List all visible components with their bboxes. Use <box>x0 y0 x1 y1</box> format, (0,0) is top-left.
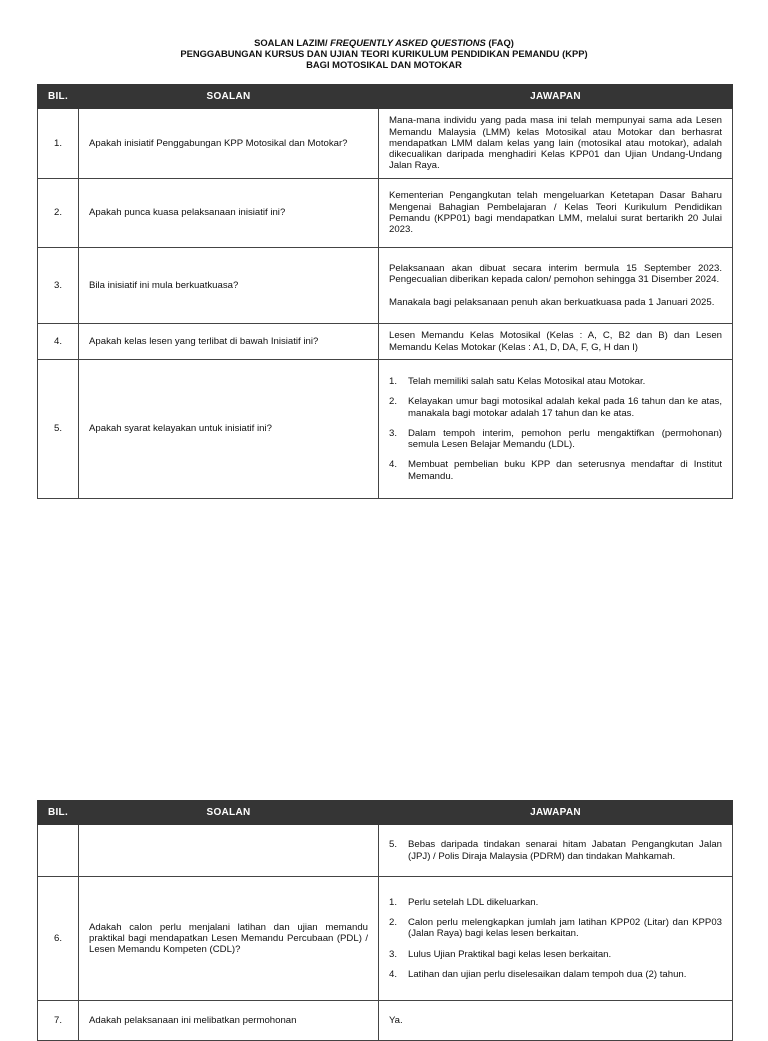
list-item-number: 5. <box>389 839 398 851</box>
faq-table-page-2 <box>37 800 733 1041</box>
answer-text: Mana-mana individu yang pada masa ini telah mempunyai sama ada Lesen Memandu Malaysia (LMM) kelas Motosikal atau Motokar dan berhasrat mendapatkan LMM dalam kelas yang lain (motosikal atau motokar), adalah dikecualikan daripada menghadiri Kelas KPP01 dan Ujian Undang-Undang Jalan Raya. <box>389 115 722 172</box>
answer-list <box>389 376 722 482</box>
answer-cell <box>379 360 733 499</box>
table-row <box>38 179 733 248</box>
list-item <box>389 897 722 908</box>
answer-cell <box>379 877 733 1001</box>
table-row <box>38 109 733 179</box>
answer-cell <box>379 324 733 360</box>
list-item <box>389 969 722 980</box>
question-text: Apakah punca kuasa pelaksanaan inisiatif ini? <box>79 179 379 248</box>
title-italic: FREQUENTLY ASKED QUESTIONS <box>330 37 486 48</box>
answer-cell <box>379 109 733 179</box>
list-item-number: 3. <box>389 427 398 439</box>
faq-table-page-1 <box>37 84 733 499</box>
answer-cell <box>379 248 733 324</box>
answer-cell <box>379 1001 733 1041</box>
list-item-text: Membuat pembelian buku KPP dan seterusnya mendaftar di Institut Memandu. <box>408 459 722 482</box>
table-row <box>38 324 733 360</box>
document-title-line-1 <box>0 37 768 49</box>
list-item <box>389 459 722 482</box>
list-item-text: Bebas daripada tindakan senarai hitam Jabatan Pengangkutan Jalan (JPJ) / Polis Diraja Malaysia (PDRM) dan tindakan Mahkamah. <box>408 839 722 862</box>
answer-text: Kementerian Pengangkutan telah mengeluarkan Ketetapan Dasar Baharu Mengenai Bahagian Pembelajaran / Kelas Teori Kurikulum Pendidikan Pemandu (KPP01) bagi mendapatkan LMM, melalui surat bertarikh 20 Julai 2023. <box>389 190 722 236</box>
question-text: Adakah calon perlu menjalani latihan dan ujian memandu praktikal bagi mendapatkan Lesen Memandu Percubaan (PDL) / Lesen Memandu Kompeten (CDL)? <box>79 877 379 1001</box>
row-number: 4. <box>38 324 79 360</box>
list-item <box>389 428 722 451</box>
answer-list <box>389 839 722 862</box>
column-header-jawapan: JAWAPAN <box>379 801 733 825</box>
list-item-number: 4. <box>389 459 398 471</box>
list-item-text: Calon perlu melengkapkan jumlah jam latihan KPP02 (Litar) dan KPP03 (Jalan Raya) bagi kelas lesen berkaitan. <box>408 917 722 940</box>
row-number <box>38 825 79 877</box>
row-number: 3. <box>38 248 79 324</box>
column-header-jawapan: JAWAPAN <box>379 85 733 109</box>
question-text: Apakah syarat kelayakan untuk inisiatif ini? <box>79 360 379 499</box>
column-header-soalan: SOALAN <box>79 85 379 109</box>
document-title-line-2: PENGGABUNGAN KURSUS DAN UJIAN TEORI KURIKULUM PENDIDIKAN PEMANDU (KPP) <box>180 48 588 59</box>
question-text: Bila inisiatif ini mula berkuatkuasa? <box>79 248 379 324</box>
row-number: 5. <box>38 360 79 499</box>
table-row <box>38 360 733 499</box>
list-item <box>389 917 722 940</box>
answer-text: Pelaksanaan akan dibuat secara interim bermula 15 September 2023. Pengecualian diberikan kepada calon/ pemohon sehingga 31 Disember 2024. <box>389 263 722 286</box>
list-item-number: 1. <box>389 375 398 387</box>
column-header-bil: BIL. <box>38 801 79 825</box>
list-item-text: Lulus Ujian Praktikal bagi kelas lesen berkaitan. <box>408 948 612 960</box>
answer-cell <box>379 825 733 877</box>
column-header-soalan: SOALAN <box>79 801 379 825</box>
table-row <box>38 1001 733 1041</box>
question-text: Apakah inisiatif Penggabungan KPP Motosikal dan Motokar? <box>79 109 379 179</box>
list-item-number: 4. <box>389 968 398 980</box>
list-item-number: 2. <box>389 396 398 408</box>
row-number: 7. <box>38 1001 79 1041</box>
row-number: 2. <box>38 179 79 248</box>
list-item <box>389 376 722 387</box>
answer-list <box>389 897 722 980</box>
list-item-text: Kelayakan umur bagi motosikal adalah kekal pada 16 tahun dan ke atas, manakala bagi motokar adalah 17 tahun dan ke atas. <box>408 396 722 419</box>
table-row <box>38 877 733 1001</box>
question-text: Adakah pelaksanaan ini melibatkan permohonan <box>79 1001 379 1041</box>
table-row <box>38 825 733 877</box>
title-prefix: SOALAN LAZIM/ <box>254 37 331 48</box>
table-header-row <box>38 85 733 109</box>
list-item <box>389 839 722 862</box>
question-text <box>79 825 379 877</box>
list-item-text: Latihan dan ujian perlu diselesaikan dalam tempoh dua (2) tahun. <box>408 968 687 980</box>
table-row <box>38 248 733 324</box>
answer-cell <box>379 179 733 248</box>
document-title-line-3: BAGI MOTOSIKAL DAN MOTOKAR <box>306 59 462 70</box>
column-header-bil: BIL. <box>38 85 79 109</box>
answer-text: Manakala bagi pelaksanaan penuh akan berkuatkuasa pada 1 Januari 2025. <box>389 296 715 308</box>
list-item-text: Telah memiliki salah satu Kelas Motosikal atau Motokar. <box>408 375 646 387</box>
list-item-number: 2. <box>389 917 398 929</box>
row-number: 1. <box>38 109 79 179</box>
list-item <box>389 949 722 960</box>
answer-text: Ya. <box>389 1014 403 1026</box>
list-item-text: Dalam tempoh interim, pemohon perlu mengaktifkan (permohonan) semula Lesen Belajar Memandu (LDL). <box>408 427 722 451</box>
table-header-row <box>38 801 733 825</box>
answer-text: Lesen Memandu Kelas Motosikal (Kelas : A, C, B2 dan B) dan Lesen Memandu Kelas Motokar (Kelas : A1, D, DA, F, G, H dan I) <box>389 330 722 353</box>
list-item-number: 3. <box>389 948 398 960</box>
title-suffix: (FAQ) <box>485 37 514 48</box>
list-item-number: 1. <box>389 896 398 908</box>
list-item-text: Perlu setelah LDL dikeluarkan. <box>408 896 539 908</box>
row-number: 6. <box>38 877 79 1001</box>
question-text: Apakah kelas lesen yang terlibat di bawah Inisiatif ini? <box>79 324 379 360</box>
list-item <box>389 396 722 419</box>
